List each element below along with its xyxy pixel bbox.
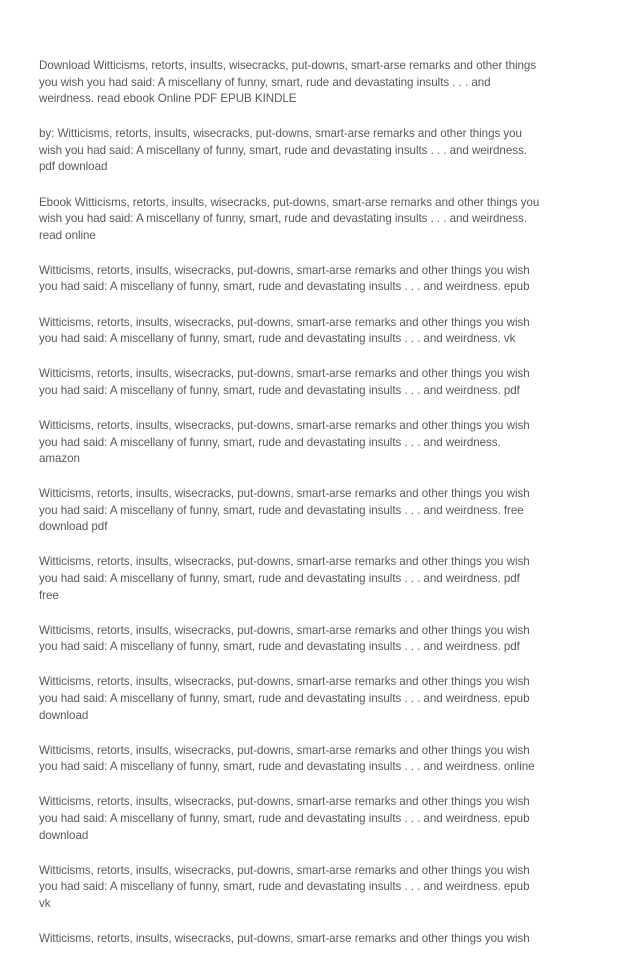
paragraph-line: you had said: A miscellany of funny, smart, rude and devastating insults . . . and weirdness. epub [39,880,530,894]
document-paragraph [39,743,605,776]
document-paragraph [39,418,605,468]
paragraph-line: Witticisms, retorts, insults, wisecracks, put-downs, smart-arse remarks and other things you wish [39,263,530,277]
document-paragraph [39,623,605,656]
paragraph-line: Download Witticisms, retorts, insults, wisecracks, put-downs, smart-arse remarks and other things [39,59,537,72]
document-paragraph [39,315,605,348]
paragraph-line: read online [39,228,96,242]
document-paragraph [39,674,605,724]
paragraph-line: Witticisms, retorts, insults, wisecracks, put-downs, smart-arse remarks and other things you wish [39,795,530,809]
paragraph-line: Ebook Witticisms, retorts, insults, wisecracks, put-downs, smart-arse remarks and other things you [39,195,540,209]
document-paragraph [39,486,605,536]
paragraph-line: wish you had said: A miscellany of funny, smart, rude and devastating insults . . . and weirdness. [39,212,527,226]
paragraph-line: you wish you had said: A miscellany of funny, smart, rude and devastating insults . . . and [39,75,491,89]
paragraph-line: you had said: A miscellany of funny, smart, rude and devastating insults . . . and weirdness. online [39,760,535,774]
paragraph-line: Witticisms, retorts, insults, wisecracks, put-downs, smart-arse remarks and other things you wish [39,487,530,501]
document-paragraph [39,195,605,245]
paragraph-line: amazon [39,452,80,466]
paragraph-line: Witticisms, retorts, insults, wisecracks, put-downs, smart-arse remarks and other things you wish [39,315,530,329]
document-paragraph [39,126,605,176]
document-paragraph [39,58,605,108]
paragraph-line: you had said: A miscellany of funny, smart, rude and devastating insults . . . and weirdness. pdf [39,383,520,397]
paragraph-line: Witticisms, retorts, insults, wisecracks, put-downs, smart-arse remarks and other things you wish [39,623,530,637]
paragraph-line: you had said: A miscellany of funny, smart, rude and devastating insults . . . and weirdness. vk [39,332,516,346]
paragraph-line: Witticisms, retorts, insults, wisecracks, put-downs, smart-arse remarks and other things you wish [39,863,530,877]
paragraph-line: free [39,588,59,602]
paragraph-line: pdf download [39,160,108,174]
paragraph-line: Witticisms, retorts, insults, wisecracks, put-downs, smart-arse remarks and other things you wish [39,931,530,945]
paragraph-line: you had said: A miscellany of funny, smart, rude and devastating insults . . . and weirdness. epub [39,692,530,706]
paragraph-line: you had said: A miscellany of funny, smart, rude and devastating insults . . . and weirdness. pdf [39,640,520,654]
paragraph-line: Witticisms, retorts, insults, wisecracks, put-downs, smart-arse remarks and other things you wish [39,367,530,381]
paragraph-line: download [39,708,89,722]
paragraph-line: wish you had said: A miscellany of funny, smart, rude and devastating insults . . . and weirdness. [39,143,527,157]
document-paragraph [39,931,605,948]
paragraph-line: vk [39,896,51,910]
document-paragraph [39,863,605,913]
paragraph-line: by: Witticisms, retorts, insults, wisecracks, put-downs, smart-arse remarks and other things you [39,127,522,141]
paragraph-line: weirdness. read ebook Online PDF EPUB KINDLE [39,92,297,106]
paragraph-line: Witticisms, retorts, insults, wisecracks, put-downs, smart-arse remarks and other things you wish [39,418,530,432]
paragraph-line: Witticisms, retorts, insults, wisecracks, put-downs, smart-arse remarks and other things you wish [39,675,530,689]
paragraph-line: Witticisms, retorts, insults, wisecracks, put-downs, smart-arse remarks and other things you wish [39,743,530,757]
paragraph-line: you had said: A miscellany of funny, smart, rude and devastating insults . . . and weirdness. epub [39,280,530,294]
paragraph-line: Witticisms, retorts, insults, wisecracks, put-downs, smart-arse remarks and other things you wish [39,555,530,569]
document-body [39,58,605,966]
paragraph-line: you had said: A miscellany of funny, smart, rude and devastating insults . . . and weirdness. free [39,503,524,517]
document-paragraph [39,263,605,296]
document-paragraph [39,366,605,399]
paragraph-line: you had said: A miscellany of funny, smart, rude and devastating insults . . . and weirdness. epub [39,812,530,825]
paragraph-line: download pdf [39,520,108,534]
document-paragraph [39,794,605,844]
document-paragraph [39,554,605,604]
paragraph-line: you had said: A miscellany of funny, smart, rude and devastating insults . . . and weirdness. pdf [39,572,520,586]
paragraph-line: download [39,828,89,842]
paragraph-line: you had said: A miscellany of funny, smart, rude and devastating insults . . . and weirdness. [39,435,501,449]
